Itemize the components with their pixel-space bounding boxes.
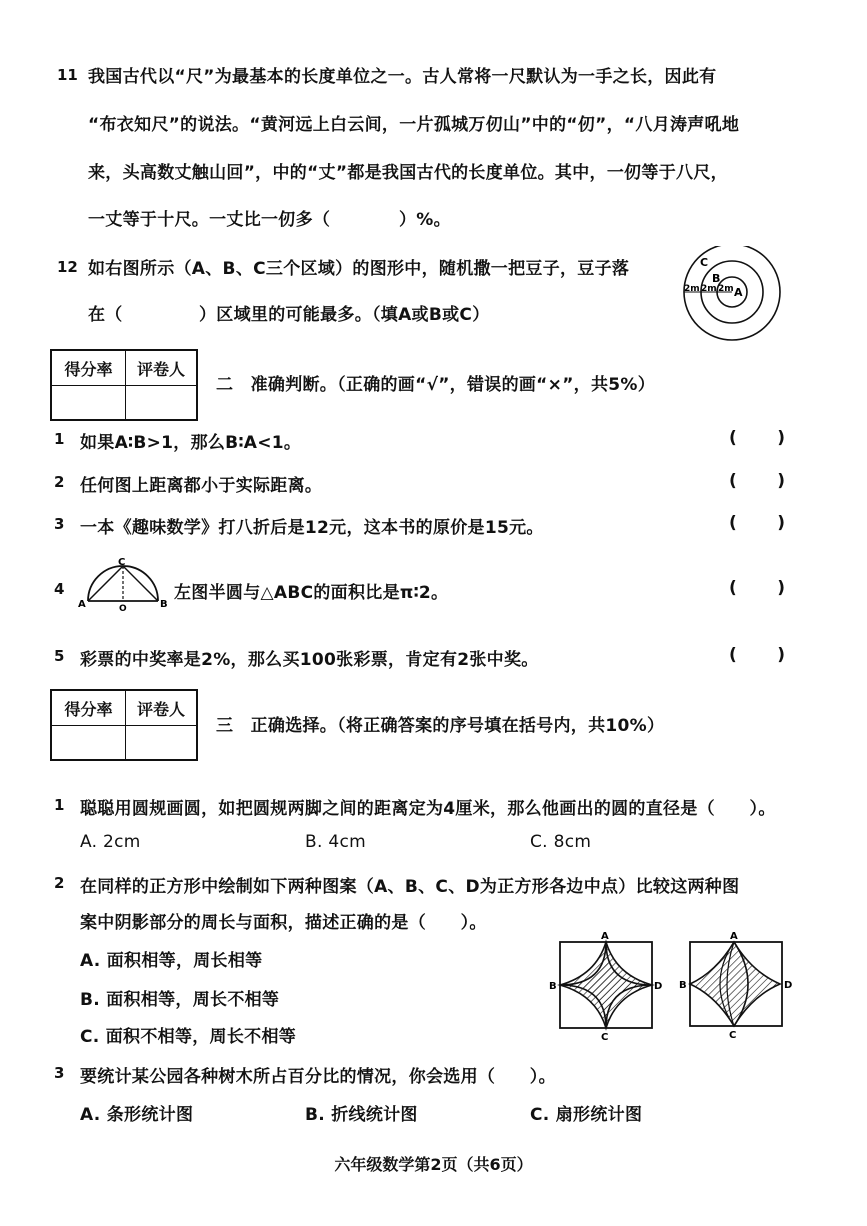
score-table: [50, 689, 198, 761]
item-number: 1: [54, 796, 65, 814]
midpoint-b-label: B: [679, 980, 687, 991]
option-a[interactable]: A. 2cm: [80, 832, 141, 852]
semicircle-triangle-figure: [76, 556, 172, 612]
item-text: 一本《趣味数学》打八折后是12元，这本书的原价是15元。: [80, 518, 544, 538]
radius-label: 2m: [718, 284, 734, 294]
item-text: 聪聪用圆规画圆，如把圆规两脚之间的距离定为4厘米，那么他画出的圆的直径是（ ）。: [80, 799, 776, 819]
answer-parens[interactable]: ( ): [729, 645, 785, 665]
item-number: 2: [54, 874, 65, 892]
option-b[interactable]: B. 折线统计图: [305, 1105, 418, 1125]
item-number: 4: [54, 580, 65, 598]
square-pattern-figure-2: [676, 928, 804, 1044]
item-number: 5: [54, 647, 65, 665]
center-o-label: O: [119, 604, 127, 612]
option-c[interactable]: C. 面积不相等，周长不相等: [80, 1027, 297, 1047]
option-c[interactable]: C. 扇形统计图: [530, 1105, 643, 1125]
question-number: 11: [57, 66, 78, 84]
score-rate-header: 得分率: [52, 691, 126, 725]
item-text: 任何图上距离都小于实际距离。: [80, 476, 323, 496]
answer-parens[interactable]: ( ): [729, 513, 785, 533]
item-text: 要统计某公园各种树木所占百分比的情况，你会选用（ ）。: [80, 1067, 556, 1087]
question-text: 在（: [88, 305, 123, 325]
region-a-label: A: [734, 286, 743, 299]
item-number: 2: [54, 473, 65, 491]
item-number: 3: [54, 1064, 65, 1082]
question-text: “布衣知尺”的说法。“黄河远上白云间，一片孤城万仞山”中的“仞”，“八月涛声吼地: [88, 115, 740, 135]
question-text: 如右图所示（A、B、C三个区域）的图形中，随机撒一把豆子，豆子落: [88, 259, 630, 279]
grader-cell[interactable]: [126, 386, 196, 420]
option-a[interactable]: A. 条形统计图: [80, 1105, 194, 1125]
grader-cell[interactable]: [126, 726, 196, 760]
item-number: 3: [54, 515, 65, 533]
answer-parens[interactable]: ( ): [729, 428, 785, 448]
page-footer: 六年级数学第2页（共6页）: [334, 1155, 533, 1174]
midpoint-a-label: A: [601, 931, 609, 942]
question-text: 我国古代以“尺”为最基本的长度单位之一。古人常将一尺默认为一手之长，因此有: [88, 67, 717, 87]
square-pattern-figure-1: [544, 928, 672, 1044]
section-heading: 二 准确判断。（正确的画“√”，错误的画“×”，共5%）: [216, 375, 656, 395]
option-c[interactable]: C. 8cm: [530, 832, 592, 852]
item-number: 1: [54, 430, 65, 448]
radius-label: 2m: [701, 284, 717, 294]
score-rate-header: 得分率: [52, 351, 126, 385]
option-b[interactable]: B. 面积相等，周长不相等: [80, 990, 280, 1010]
option-b[interactable]: B. 4cm: [305, 832, 366, 852]
grader-header: 评卷人: [136, 359, 185, 379]
midpoint-c-label: C: [729, 1030, 737, 1041]
grader-header: 评卷人: [136, 699, 185, 719]
vertex-c-label: C: [118, 557, 126, 568]
vertex-b-label: B: [160, 599, 168, 610]
region-c-label: C: [700, 256, 709, 269]
radius-label: 2m: [684, 284, 700, 294]
item-text: 在同样的正方形中绘制如下两种图案（A、B、C、D为正方形各边中点）比较这两种图: [80, 877, 740, 897]
question-text: 来，头高数丈触山回”，中的“丈”都是我国古代的长度单位。其中，一仞等于八尺，: [88, 163, 728, 183]
item-text: 如果A∶B>1，那么B∶A<1。: [80, 433, 302, 453]
midpoint-c-label: C: [601, 1032, 609, 1043]
score-rate-cell[interactable]: [52, 726, 126, 760]
score-table: [50, 349, 198, 421]
score-rate-cell[interactable]: [52, 386, 126, 420]
answer-parens[interactable]: ( ): [729, 471, 785, 491]
item-text: 案中阴影部分的周长与面积，描述正确的是（ ）。: [80, 913, 487, 933]
concentric-circles-figure: [676, 246, 788, 346]
midpoint-b-label: B: [549, 981, 557, 992]
option-a[interactable]: A. 面积相等，周长相等: [80, 951, 263, 971]
vertex-a-label: A: [78, 599, 86, 610]
question-text: 一丈等于十尺。一丈比一仞多（: [88, 210, 331, 230]
section-heading: 三 正确选择。（将正确答案的序号填在括号内，共10%）: [216, 716, 665, 736]
question-number: 12: [57, 258, 78, 276]
midpoint-d-label: D: [654, 981, 663, 992]
region-b-label: B: [712, 272, 721, 285]
midpoint-d-label: D: [784, 980, 793, 991]
answer-blank-suffix: ）区域里的可能最多。（填A或B或C）: [199, 305, 490, 325]
answer-parens[interactable]: ( ): [729, 578, 785, 598]
item-text: 左图半圆与△ABC的面积比是π∶2。: [174, 583, 449, 603]
midpoint-a-label: A: [730, 931, 738, 942]
answer-blank-suffix: ）%。: [399, 210, 451, 230]
item-text: 彩票的中奖率是2%，那么买100张彩票，肯定有2张中奖。: [80, 650, 539, 670]
